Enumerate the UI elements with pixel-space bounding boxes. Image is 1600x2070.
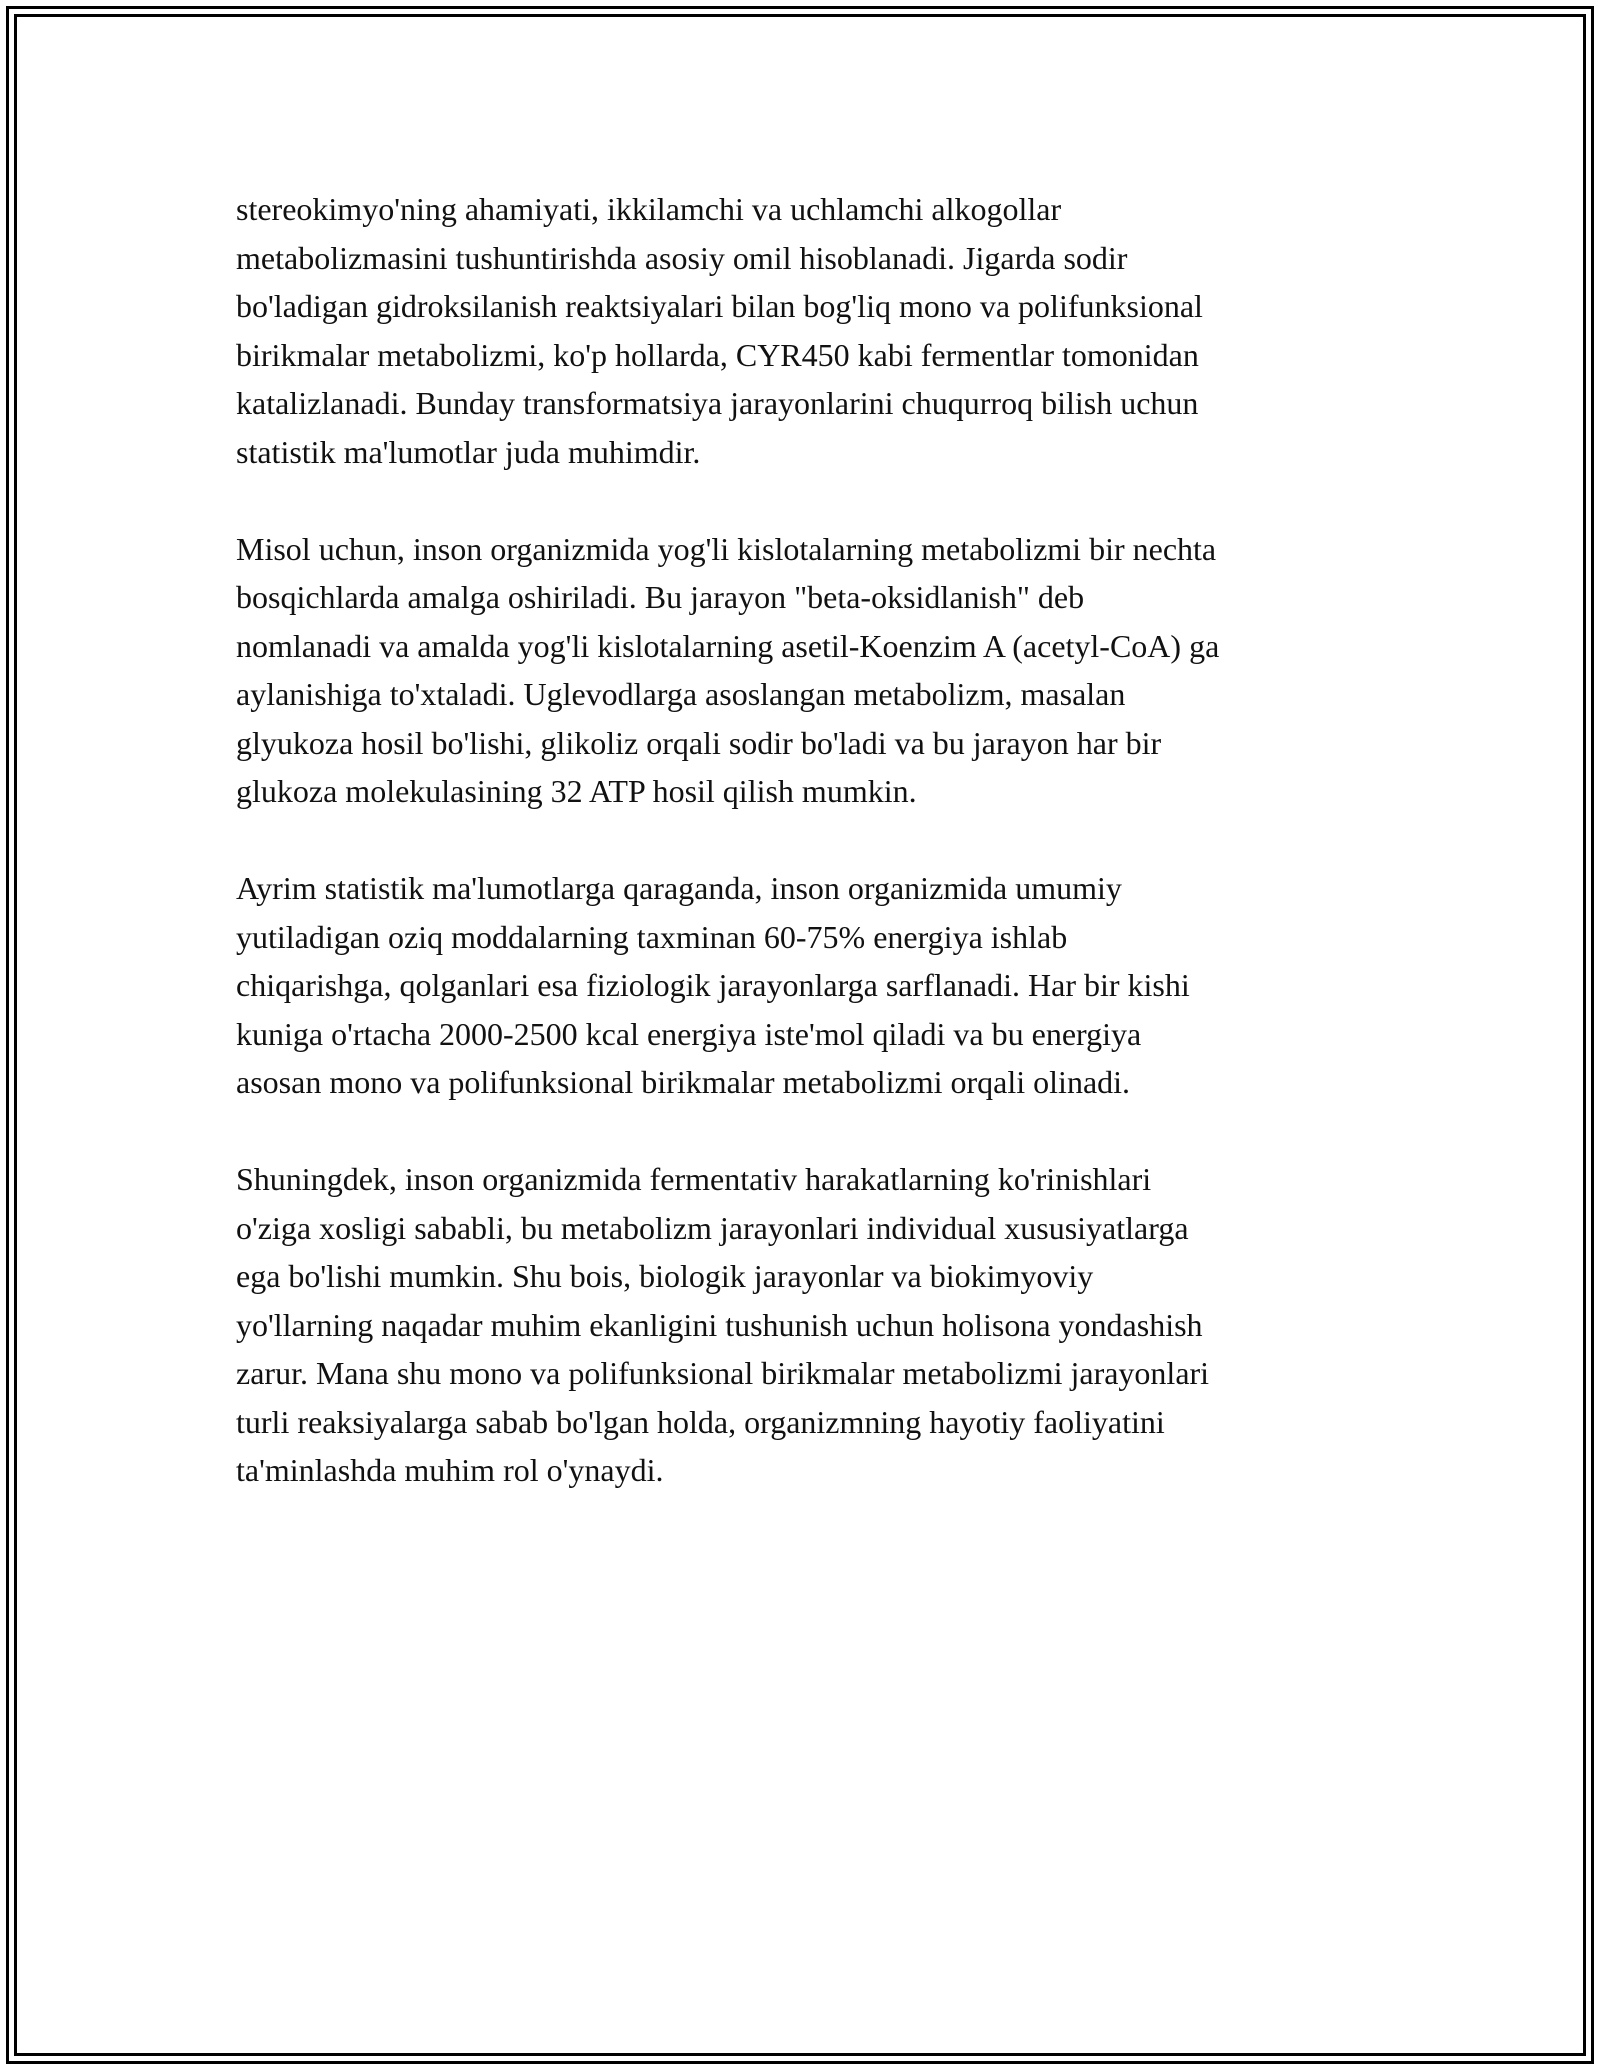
text-line: kuniga o'rtacha 2000-2500 kcal energiya iste'mol qiladi va bu energiya	[236, 1015, 1142, 1052]
text-line: ta'minlashda muhim rol o'ynaydi.	[236, 1452, 664, 1488]
text-line: glyukoza hosil bo'lishi, glikoliz orqali sodir bo'ladi va bu jarayon har bir	[236, 724, 1162, 761]
text-line: yo'llarning naqadar muhim ekanligini tushunish uchun holisona yondashish	[236, 1306, 1203, 1343]
text-line: nomlanadi va amalda yog'li kislotalarning asetil-Koenzim A (acetyl-CoA) ga	[236, 627, 1220, 664]
text-line: ega bo'lishi mumkin. Shu bois, biologik jarayonlar va biokimyoviy	[236, 1258, 1094, 1294]
text-line: chiqarishga, qolganlari esa fiziologik jarayonlarga sarflanadi. Har bir kishi	[236, 967, 1190, 1003]
text-line: birikmalar metabolizmi, ko'p hollarda, CYR450 kabi fermentlar tomonidan	[236, 336, 1199, 373]
text-line: o'ziga xosligi sababli, bu metabolizm jarayonlari individual xususiyatlarga	[236, 1209, 1189, 1246]
text-line: stereokimyo'ning ahamiyati, ikkilamchi va uchlamchi alkogollar	[236, 191, 1062, 227]
text-line: bo'ladigan gidroksilanish reaktsiyalari bilan bog'liq mono va polifunksional	[236, 288, 1203, 324]
text-line: glukoza molekulasining 32 ATP hosil qilish mumkin.	[236, 773, 917, 809]
text-line: turli reaksiyalarga sabab bo'lgan holda, organizmning hayotiy faoliyatini	[236, 1403, 1165, 1440]
paragraph-fatty-acids	[236, 525, 1376, 816]
text-line: metabolizmasini tushuntirishda asosiy omil hisoblanadi. Jigarda sodir	[236, 239, 1128, 276]
text-line: asosan mono va polifunksional birikmalar metabolizmi orqali olinadi.	[236, 1064, 1131, 1100]
text-line: bosqichlarda amalga oshiriladi. Bu jarayon "beta-oksidlanish" deb	[236, 579, 1085, 615]
text-line: aylanishiga to'xtaladi. Uglevodlarga asoslangan metabolizm, masalan	[236, 676, 1126, 712]
text-line: Ayrim statistik ma'lumotlarga qaraganda, inson organizmida umumiy	[236, 870, 1122, 906]
paragraph-statistics	[236, 864, 1376, 1107]
text-line: statistik ma'lumotlar juda muhimdir.	[236, 433, 701, 470]
paragraph-stereochemistry	[236, 185, 1376, 476]
text-line: Shuningdek, inson organizmida fermentativ harakatlarning ko'rinishlari	[236, 1161, 1152, 1197]
text-line: Misol uchun, inson organizmida yog'li kislotalarning metabolizmi bir nechta	[236, 530, 1217, 567]
text-line: zarur. Mana shu mono va polifunksional birikmalar metabolizmi jarayonlari	[236, 1355, 1210, 1391]
text-line: yutiladigan oziq moddalarning taxminan 60-75% energiya ishlab	[236, 918, 1068, 955]
paragraph-conclusion	[236, 1155, 1376, 1495]
document-body	[236, 185, 1376, 1543]
text-line: katalizlanadi. Bunday transformatsiya jarayonlarini chuqurroq bilish uchun	[236, 385, 1199, 421]
